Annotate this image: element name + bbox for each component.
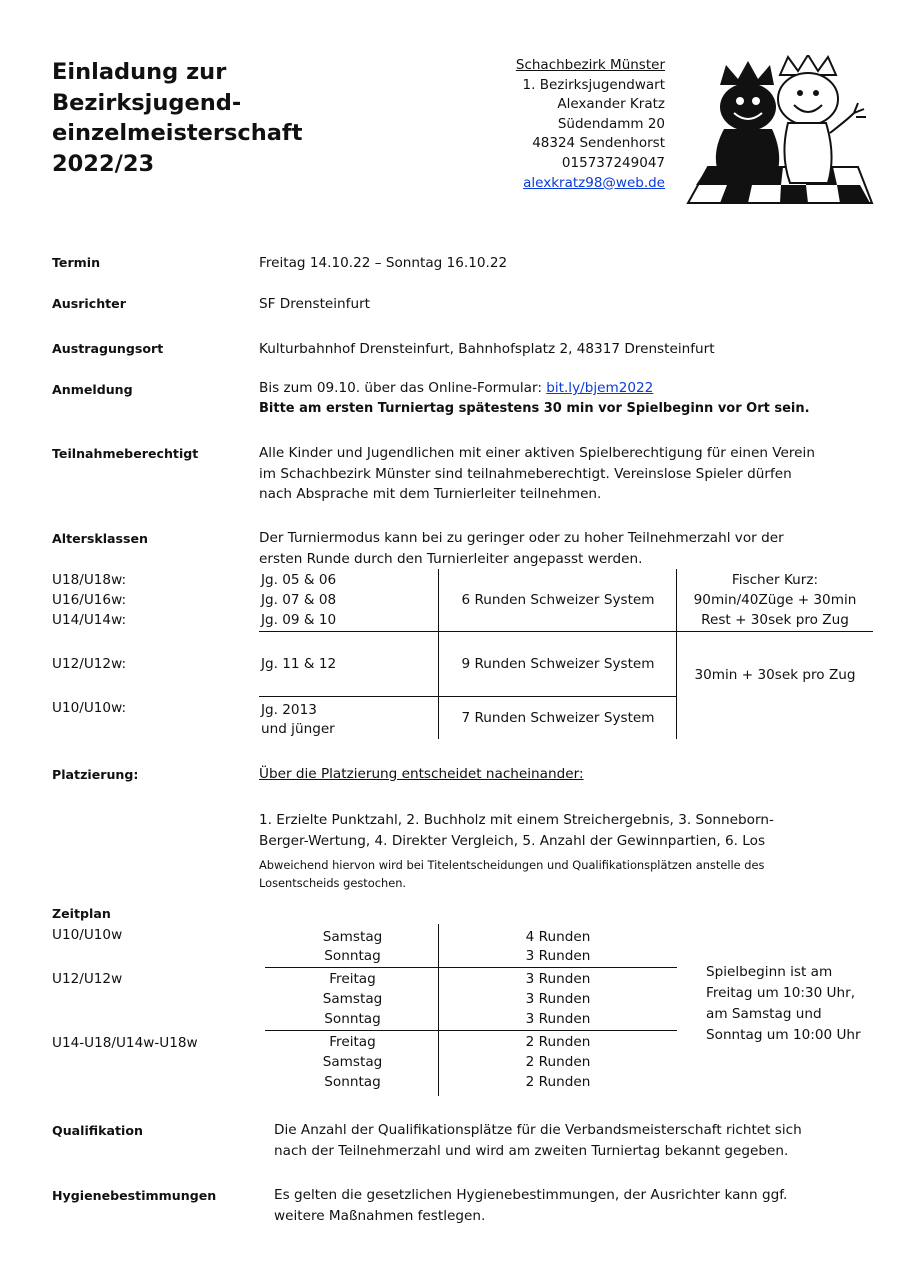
schedule-rounds: 3 Runden [525, 971, 591, 987]
schedule-rounds: 4 Runden [525, 929, 591, 945]
contact-block [516, 56, 665, 193]
tournament-mode: 7 Runden Schweizer System [461, 710, 655, 726]
contact-phone: 015737249047 [561, 154, 665, 171]
age-group: U14/U14w: [52, 612, 127, 628]
label-qualifikation: Qualifikation [52, 1123, 143, 1138]
schedule-day: Samstag [322, 991, 383, 1007]
label-zeitplan: Zeitplan [52, 906, 111, 921]
year-range: Jg. 07 & 08 [261, 592, 337, 608]
value-termin: Freitag 14.10.22 – Sonntag 16.10.22 [259, 255, 508, 271]
schedule-group: U10/U10w [52, 927, 123, 943]
contact-name: Alexander Kratz [557, 96, 665, 113]
arrival-notice: Bitte am ersten Turniertag spätestens 30 min vor Spielbeginn vor Ort sein. [259, 400, 810, 416]
schedule-rounds: 3 Runden [525, 1011, 591, 1027]
schedule-group: U12/U12w [52, 971, 123, 987]
schedule-rounds: 3 Runden [525, 948, 591, 964]
time-control: Fischer Kurz: [731, 572, 819, 588]
age-group: U16/U16w: [52, 592, 127, 608]
age-group: U18/U18w: [52, 572, 127, 588]
schedule-day: Freitag [329, 971, 376, 987]
year-range: und jünger [261, 721, 335, 737]
contact-role: 1. Bezirksjugendwart [522, 76, 665, 93]
age-group: U10/U10w: [52, 700, 127, 716]
label-ausrichter: Ausrichter [52, 296, 126, 311]
schedule-rounds: 2 Runden [525, 1074, 591, 1090]
schedule-day: Samstag [322, 929, 383, 945]
placement-note: Abweichend hiervon wird bei Titelentscheidungen und Qualifikationsplätzen anstelle des Losentscheids gestochen. [259, 858, 765, 890]
contact-street: Südendamm 20 [557, 115, 665, 132]
label-platzierung: Platzierung: [52, 767, 139, 782]
contact-email-link[interactable]: alexkratz98@web.de [523, 174, 665, 191]
schedule-day: Samstag [322, 1054, 383, 1070]
contact-org: Schachbezirk Münster [515, 57, 665, 73]
schedule-day: Sonntag [324, 1074, 381, 1090]
schedule-rounds: 2 Runden [525, 1054, 591, 1070]
time-control: 90min/40Züge + 30min [693, 592, 857, 608]
schedule-group: U14-U18/U14w-U18w [52, 1035, 198, 1051]
label-austragungsort: Austragungsort [52, 341, 164, 356]
value-anmeldung: Bis zum 09.10. über das Online-Formular: bit.ly/bjem2022 Bitte am ersten Turniertag spätestens 30 min vor Spielbeginn vor Ort sein. [259, 378, 869, 419]
value-qualifikation: Die Anzahl der Qualifikationsplätze für die Verbandsmeisterschaft richtet sich nach der Teilnehmerzahl und wird am zweiten Turniertag bekannt gegeben. [274, 1122, 802, 1159]
label-hygiene: Hygienebestimmungen [52, 1188, 217, 1203]
year-range: Jg. 11 & 12 [261, 656, 337, 672]
contact-city: 48324 Sendenhorst [532, 135, 665, 152]
time-control: Rest + 30sek pro Zug [701, 612, 849, 628]
chess-king-mascots-icon [680, 55, 880, 210]
label-termin: Termin [52, 255, 101, 270]
placement-heading: Über die Platzierung entscheidet nacheinander: [259, 766, 584, 782]
schedule-rounds: 2 Runden [525, 1034, 591, 1050]
value-teilnahme: Alle Kinder und Jugendlichen mit einer aktiven Spielberechtigung für einen Verein im Schachbezirk Münster sind teilnahmeberechtigt. Vereinslose Spieler dürfen nach Absprache mit dem Turnierleiter teilnehmen. [259, 445, 815, 502]
schedule-day: Freitag [329, 1034, 376, 1050]
placement-rules: 1. Erzielte Punktzahl, 2. Buchholz mit einem Streichergebnis, 3. Sonneborn- Berger-Wertung, 4. Direkter Vergleich, 5. Anzahl der Gewinnpartien, 6. Los [259, 812, 774, 849]
label-anmeldung: Anmeldung [52, 382, 133, 397]
year-range: Jg. 09 & 10 [261, 612, 337, 628]
tournament-mode: 9 Runden Schweizer System [461, 656, 655, 672]
schedule-rounds: 3 Runden [525, 991, 591, 1007]
page-title: Einladung zur Bezirksjugend- einzelmeisterschaft 2022/23 [52, 59, 303, 177]
tournament-mode: 6 Runden Schweizer System [461, 592, 655, 608]
value-ausrichter: SF Drensteinfurt [259, 296, 370, 312]
year-range: Jg. 2013 [261, 702, 317, 718]
value-altersklassen: Der Turniermodus kann bei zu geringer oder zu hoher Teilnehmerzahl vor der ersten Runde durch den Turnierleiter angepasst werden. [259, 530, 784, 567]
label-teilnahme: Teilnahmeberechtigt [52, 446, 199, 461]
age-group: U12/U12w: [52, 656, 127, 672]
registration-link[interactable]: bit.ly/bjem2022 [546, 380, 654, 396]
value-hygiene: Es gelten die gesetzlichen Hygienebestimmungen, der Ausrichter kann ggf. weitere Maßnahmen festlegen. [274, 1187, 788, 1224]
schedule-day: Sonntag [324, 948, 381, 964]
label-altersklassen: Altersklassen [52, 531, 149, 546]
time-control: 30min + 30sek pro Zug [694, 667, 856, 683]
schedule-day: Sonntag [324, 1011, 381, 1027]
year-range: Jg. 05 & 06 [261, 572, 337, 588]
start-times: Spielbeginn ist am Freitag um 10:30 Uhr, am Samstag und Sonntag um 10:00 Uhr [706, 964, 861, 1043]
value-austragungsort: Kulturbahnhof Drensteinfurt, Bahnhofsplatz 2, 48317 Drensteinfurt [259, 341, 715, 357]
